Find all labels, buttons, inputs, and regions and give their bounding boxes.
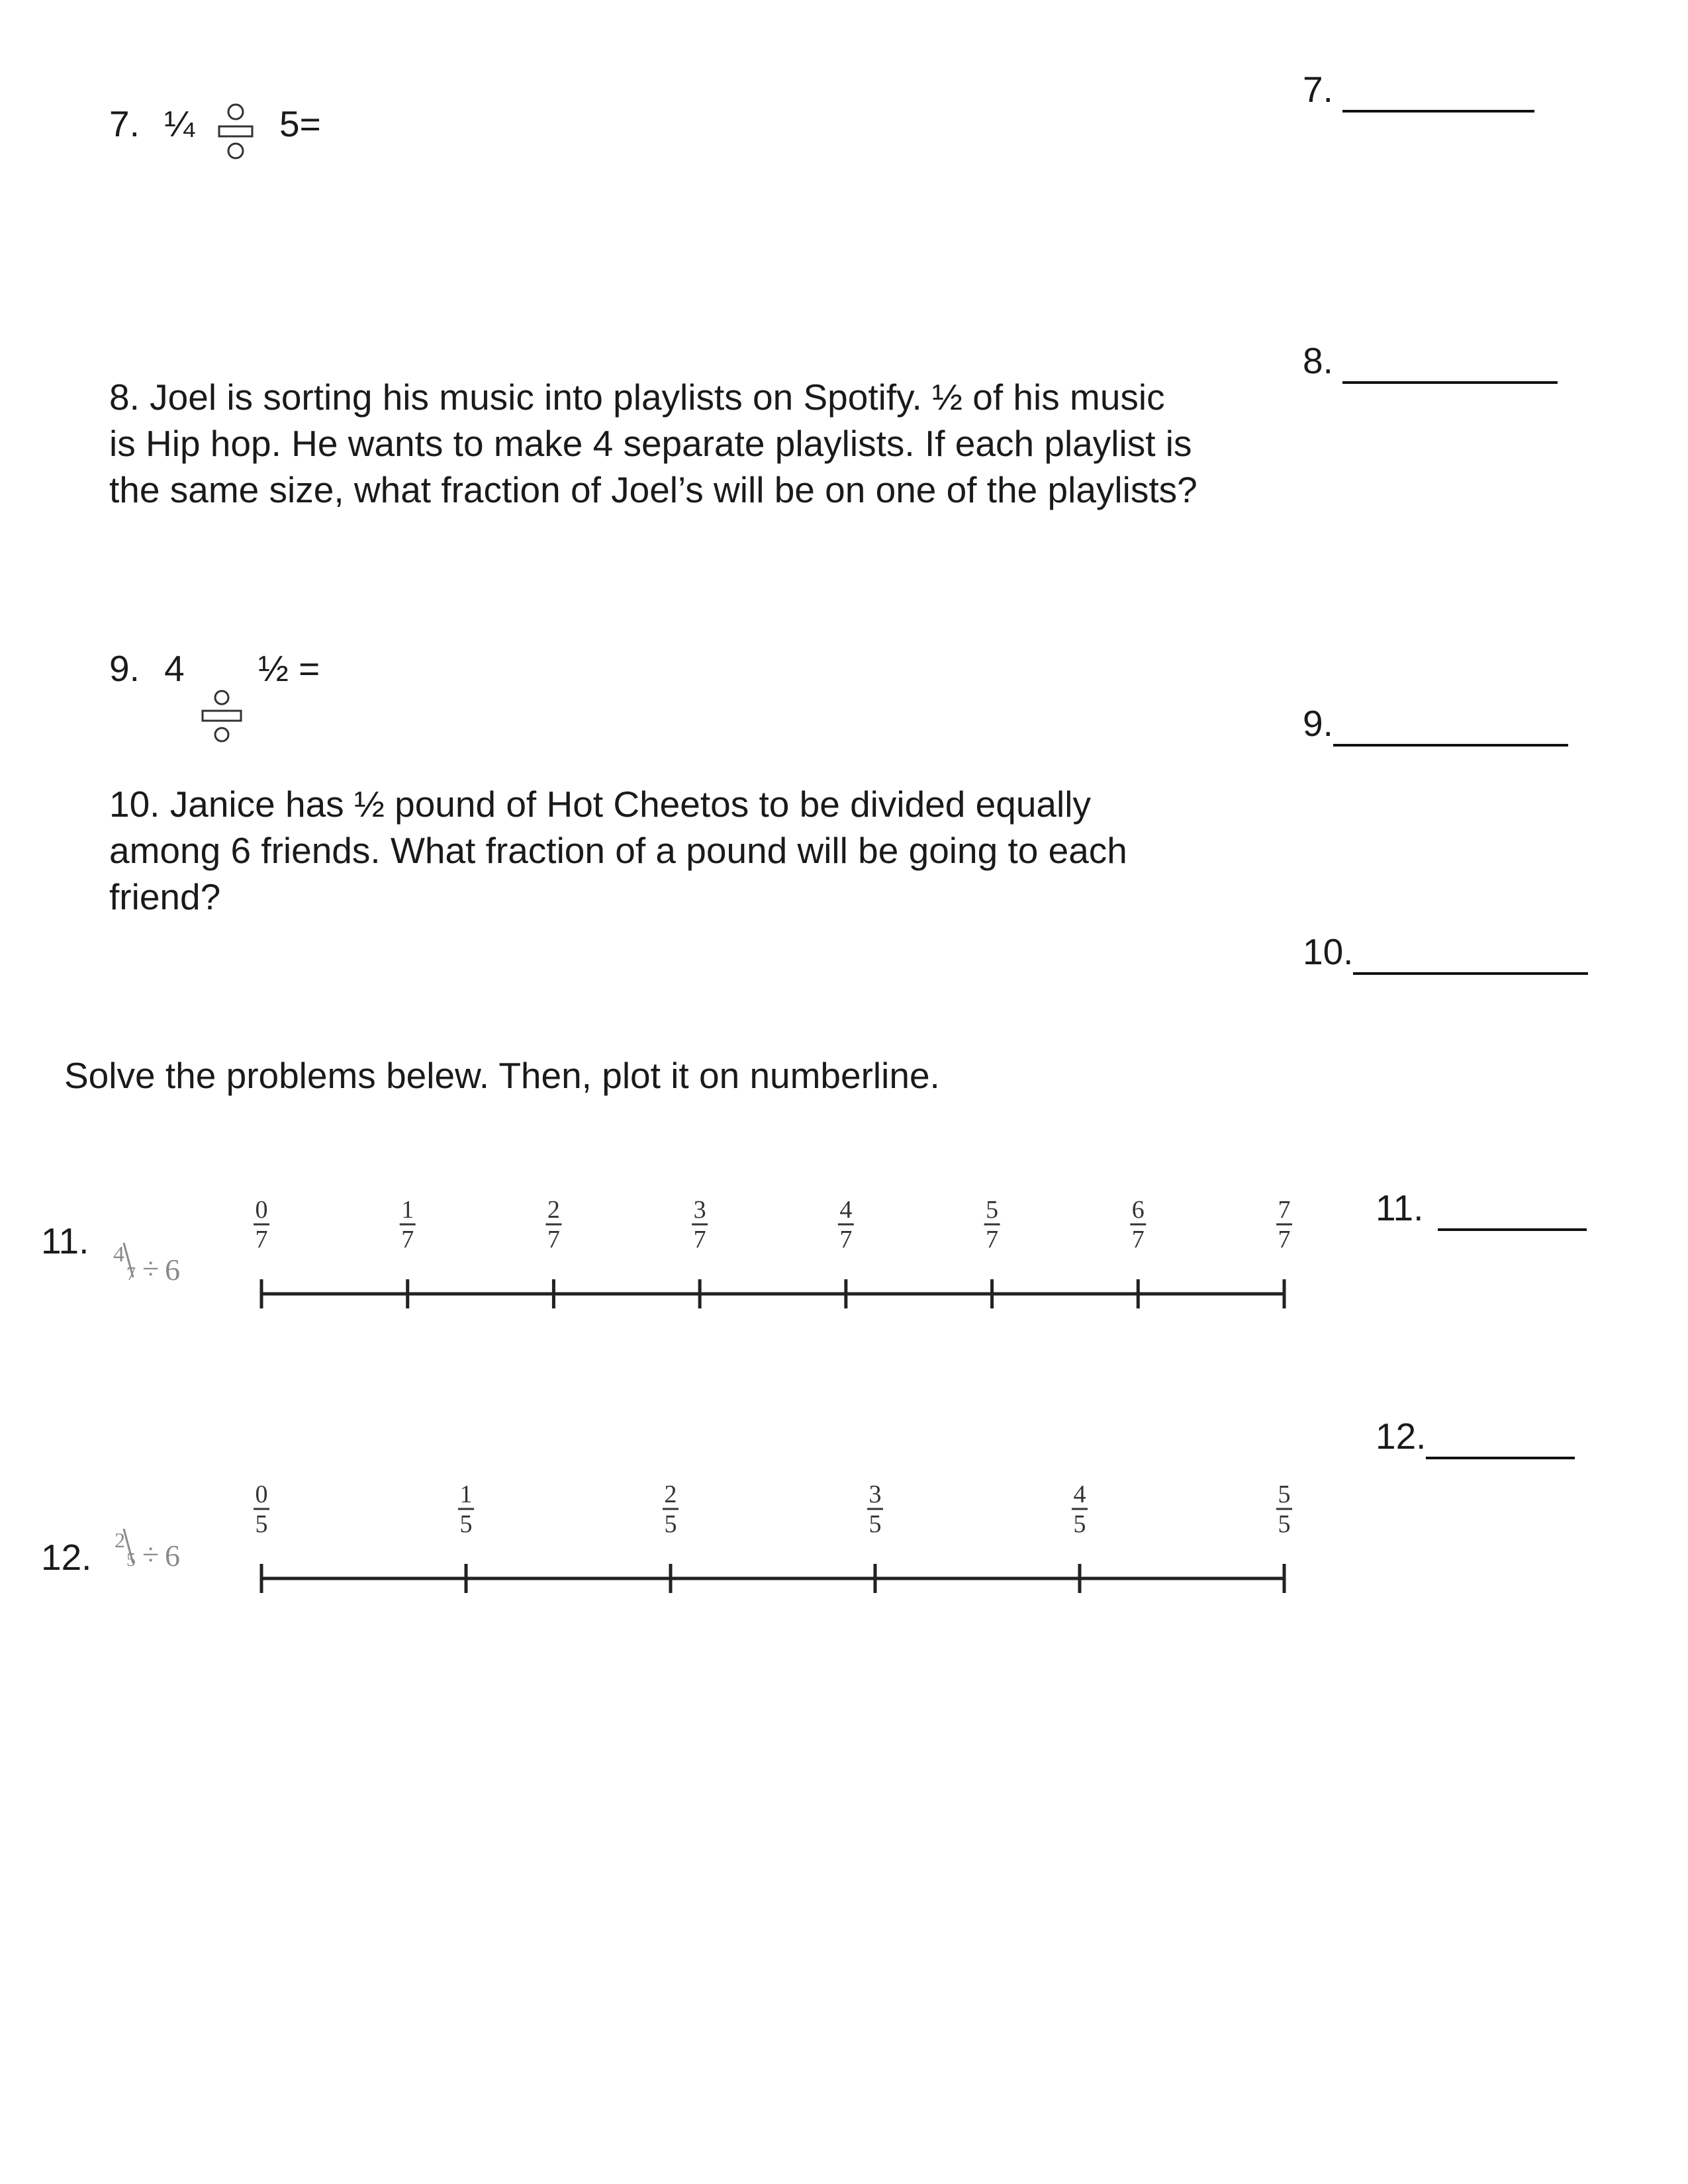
problem-10-line: friend?: [109, 876, 221, 917]
numberline-12[interactable]: [245, 1456, 1304, 1602]
answer-10: [1303, 929, 1588, 975]
tick-numerator: 0: [255, 1480, 268, 1508]
expr-numerator: 4: [113, 1242, 124, 1267]
answer-8-blank[interactable]: [1342, 347, 1558, 384]
problem-7-number: 7.: [109, 103, 140, 144]
expr-operator: ÷: [142, 1537, 160, 1571]
expr-value: 6: [165, 1253, 180, 1287]
instructions: Solve the problems belew. Then, plot it on numberline.: [64, 1055, 940, 1096]
tick-denominator: 7: [839, 1226, 853, 1253]
answer-10-label: 10.: [1303, 931, 1354, 972]
expr-value: 6: [165, 1539, 180, 1572]
expr-operator: ÷: [142, 1251, 160, 1285]
tick-denominator: 7: [1278, 1226, 1291, 1253]
answer-7-blank[interactable]: [1342, 75, 1534, 113]
problem-8-text: [109, 374, 1197, 513]
tick-numerator: 5: [1278, 1480, 1291, 1508]
problem-7: [109, 101, 195, 147]
tick-numerator: 3: [693, 1196, 706, 1224]
problem-8-line: is Hip hop. He wants to make 4 separate playlists. If each playlist is: [109, 423, 1192, 464]
problem-10-line: 10. Janice has ½ pound of Hot Cheetos to be divided equally: [109, 784, 1091, 825]
tick-numerator: 1: [459, 1480, 473, 1508]
tick-denominator: 5: [664, 1510, 677, 1538]
tick-denominator: 7: [1131, 1226, 1145, 1253]
tick-denominator: 7: [547, 1226, 560, 1253]
tick-numerator: 5: [986, 1196, 999, 1224]
answer-12-blank[interactable]: [1426, 1422, 1575, 1459]
problem-9-number: 9.: [109, 648, 140, 689]
tick-denominator: 7: [255, 1226, 268, 1253]
tick-numerator: 2: [664, 1480, 677, 1508]
tick-denominator: 5: [459, 1510, 473, 1538]
tick-numerator: 3: [868, 1480, 882, 1508]
problem-9-right: ½ =: [258, 648, 320, 689]
tick-numerator: 4: [1073, 1480, 1086, 1508]
problem-7-left: ¼: [164, 103, 195, 144]
tick-numerator: 4: [839, 1196, 853, 1224]
numberline-11-number: 11.: [41, 1220, 89, 1261]
answer-11: [1376, 1185, 1587, 1231]
tick-denominator: 7: [401, 1226, 414, 1253]
tick-denominator: 5: [1073, 1510, 1086, 1538]
tick-numerator: 7: [1278, 1196, 1291, 1224]
answer-7: [1303, 66, 1534, 113]
answer-12: [1376, 1413, 1575, 1459]
answer-12-label: 12.: [1376, 1416, 1427, 1457]
answer-9-label: 9.: [1303, 703, 1333, 744]
tick-numerator: 6: [1131, 1196, 1145, 1224]
problem-10-text: [109, 781, 1127, 920]
problem-7-right: 5=: [279, 103, 321, 144]
tick-numerator: 0: [255, 1196, 268, 1224]
tick-denominator: 5: [1278, 1510, 1291, 1538]
numberline-11-expression: [109, 1236, 195, 1296]
problem-8-line: 8. Joel is sorting his music into playlists on Spotify. ½ of his music: [109, 377, 1165, 418]
answer-7-label: 7.: [1303, 69, 1333, 110]
problem-9: [109, 645, 185, 692]
division-sign-icon: [217, 103, 254, 161]
answer-9: [1303, 700, 1568, 747]
tick-numerator: 2: [547, 1196, 560, 1224]
tick-numerator: 1: [401, 1196, 414, 1224]
answer-9-blank[interactable]: [1333, 709, 1568, 747]
tick-denominator: 5: [255, 1510, 268, 1538]
expr-numerator: 2: [115, 1528, 125, 1552]
expr-denominator: 5: [126, 1550, 136, 1570]
division-sign-icon: [201, 690, 243, 744]
problem-9-left: 4: [164, 648, 185, 689]
tick-denominator: 5: [868, 1510, 882, 1538]
answer-10-blank[interactable]: [1353, 938, 1588, 975]
answer-8-label: 8.: [1303, 340, 1333, 381]
answer-8: [1303, 338, 1558, 384]
tick-denominator: 7: [693, 1226, 706, 1253]
problem-8-line: the same size, what fraction of Joel’s will be on one of the playlists?: [109, 469, 1197, 510]
problem-10-line: among 6 friends. What fraction of a pound will be going to each: [109, 830, 1127, 871]
answer-11-label: 11.: [1376, 1187, 1424, 1228]
numberline-11[interactable]: [245, 1171, 1304, 1317]
expr-denominator: 7: [126, 1264, 136, 1285]
tick-denominator: 7: [986, 1226, 999, 1253]
answer-11-blank[interactable]: [1438, 1194, 1587, 1231]
numberline-12-expression: [109, 1522, 195, 1582]
numberline-12-number: 12.: [41, 1537, 92, 1578]
